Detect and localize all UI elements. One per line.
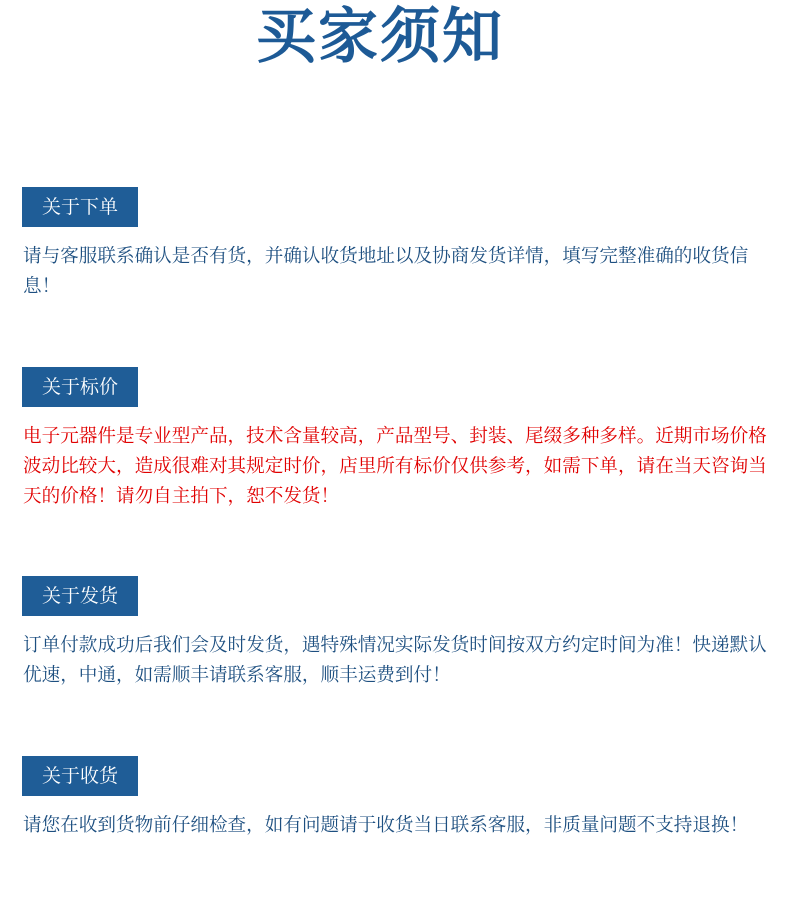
- section-tag-receiving: 关于收货: [22, 756, 138, 796]
- section-pricing: [22, 367, 767, 512]
- section-shipping: [22, 576, 767, 691]
- section-text-pricing: 电子元器件是专业型产品，技术含量较高，产品型号、封装、尾缀多种多样。近期市场价格波动比较大，造成很难对其规定时价，店里所有标价仅供参考，如需下单，请在当天咨询当天的价格！请勿自主拍下，恕不发货！: [23, 426, 767, 507]
- page-title: 买家须知: [256, 2, 504, 72]
- section-receiving: [22, 756, 767, 841]
- section-tag-pricing: 关于标价: [22, 367, 138, 407]
- section-tag-shipping: 关于发货: [22, 576, 138, 616]
- section-text-shipping: 订单付款成功后我们会及时发货，遇特殊情况实际发货时间按双方约定时间为准！快递默认优速，中通，如需顺丰请联系客服，顺丰运费到付！: [23, 635, 767, 686]
- section-text-receiving: 请您在收到货物前仔细检查，如有问题请于收货当日联系客服，非质量问题不支持退换！: [23, 815, 749, 836]
- section-text-ordering: 请与客服联系确认是否有货，并确认收货地址以及协商发货详情，填写完整准确的收货信息！: [23, 246, 749, 297]
- section-tag-ordering: 关于下单: [22, 187, 138, 227]
- section-ordering: [22, 187, 767, 302]
